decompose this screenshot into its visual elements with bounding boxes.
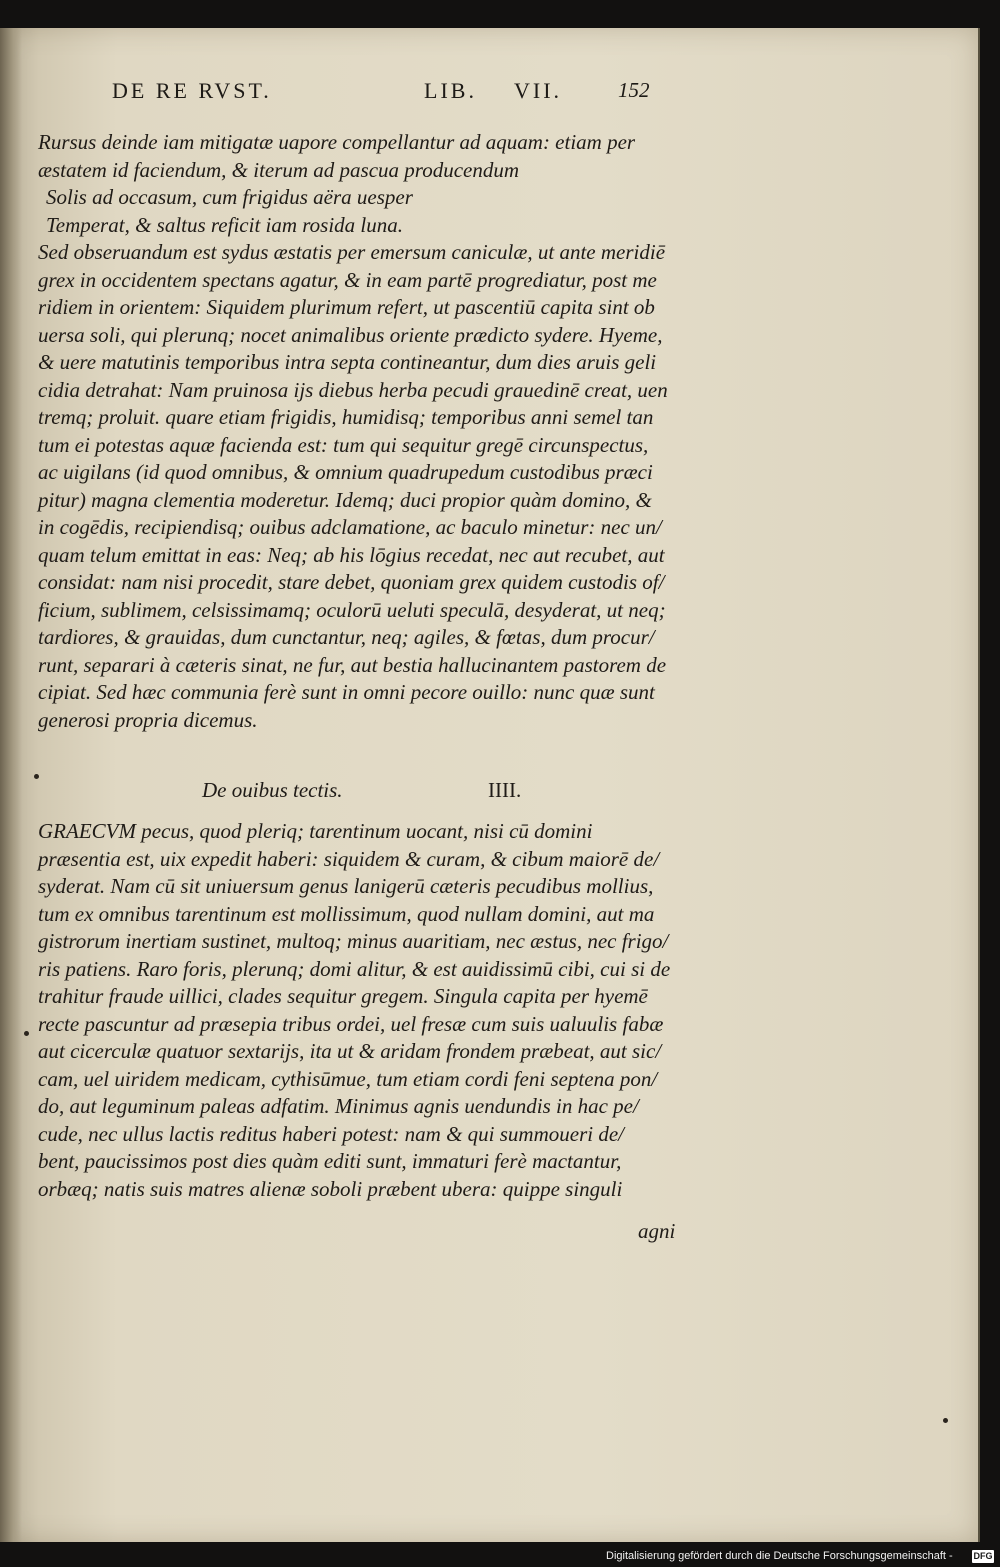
page-gutter-shadow bbox=[0, 28, 22, 1542]
text-line: do, aut leguminum paleas adfatim. Minimus agnis uendundis in hac pe/ bbox=[38, 1094, 639, 1118]
book-label: LIB. bbox=[424, 78, 477, 103]
chapter-title: De ouibus tectis. bbox=[202, 778, 343, 802]
text-line: trahitur fraude uillici, clades sequitur gregem. Singula capita per hyemē bbox=[38, 984, 648, 1008]
text-line: cidia detrahat: Nam pruinosa ijs diebus herba pecudi grauedinē creat, uen bbox=[38, 377, 668, 402]
ink-dot bbox=[24, 1031, 29, 1036]
text-line: uersa soli, qui plerunq; nocet animalibus oriente prædicto sydere. Hyeme, bbox=[38, 322, 663, 347]
text-line: considat: nam nisi procedit, stare debet, quoniam grex quidem custodis of/ bbox=[38, 570, 665, 594]
text-line: GRAECVM pecus, quod pleriq; tarentinum uocant, nisi cū domini bbox=[38, 819, 593, 843]
text-line: tremq; proluit. quare etiam frigidis, humidisq; temporibus anni semel tan bbox=[38, 405, 654, 429]
text-line: Rursus deinde iam mitigatæ uapore compellantur ad aquam: etiam per bbox=[38, 130, 636, 154]
chapter-heading bbox=[40, 774, 700, 808]
book-number: VII. bbox=[514, 78, 563, 103]
text-line: ac uigilans (id quod omnibus, & omnium quadrupedum custodibus præci bbox=[38, 460, 653, 484]
text-line: grex in occidentem spectans agatur, & in eam partē progrediatur, post me bbox=[38, 267, 657, 292]
text-line: runt, separari à cæteris sinat, ne fur, aut bestia hallucinantem pastorem de bbox=[38, 652, 667, 677]
digitization-footer bbox=[606, 1549, 998, 1565]
chapter-text-block bbox=[38, 818, 708, 1203]
text-line: quam telum emittat in eas: Neq; ab his lōgius recedat, nec aut recubet, aut bbox=[38, 542, 665, 567]
text-line: generosi propria dicemus. bbox=[38, 707, 258, 732]
text-line: & uere matutinis temporibus intra septa contineantur, dum dies aruis geli bbox=[38, 350, 657, 374]
text-line: bent, paucissimos post dies quàm editi sunt, immaturi ferè mactantur, bbox=[38, 1149, 622, 1173]
verse-line: Solis ad occasum, cum frigidus aëra uesper bbox=[46, 185, 413, 209]
text-line: syderat. Nam cū sit uniuersum genus lanigerū cæteris pecudibus mollius, bbox=[38, 874, 654, 898]
text-line: tum ei potestas aquæ facienda est: tum qui sequitur gregē circunspectus, bbox=[38, 432, 649, 457]
text-line: ris patiens. Raro foris, plerunq; domi alitur, & est auidissimū cibi, cui si de bbox=[38, 956, 671, 981]
running-header bbox=[112, 74, 672, 106]
ink-dot bbox=[34, 774, 39, 779]
text-line: cipiat. Sed hæc communia ferè sunt in omni pecore ouillo: nunc quæ sunt bbox=[38, 680, 655, 704]
text-line: orbæq; natis suis matres alienæ soboli præbent ubera: quippe singuli bbox=[38, 1176, 623, 1201]
ink-dot bbox=[943, 1418, 948, 1423]
text-line: ficium, sublimem, celsissimamq; oculorū ueluti speculā, desyderat, ut neq; bbox=[38, 597, 666, 622]
text-line: tum ex omnibus tarentinum est mollissimum, quod nullam domini, aut ma bbox=[38, 901, 655, 926]
text-line: in cogēdis, recipiendisq; ouibus adclamatione, ac baculo minetur: nec un/ bbox=[38, 515, 662, 539]
dfg-logo-icon: DFG bbox=[973, 1551, 993, 1561]
catchword: agni bbox=[638, 1219, 676, 1243]
text-line: præsentia est, uix expedit haberi: siquidem & curam, & cibum maiorē de/ bbox=[38, 846, 660, 871]
verse-line: Temperat, & saltus reficit iam rosida luna. bbox=[46, 212, 404, 237]
text-line: æstatem id faciendum, & iterum ad pascua producendum bbox=[38, 157, 520, 182]
footer-text: Digitalisierung gefördert durch die Deutsche Forschungsgemeinschaft - bbox=[606, 1550, 953, 1562]
text-line: recte pascuntur ad præsepia tribus ordei, uel fresæ cum suis ualuulis fabæ bbox=[38, 1011, 664, 1036]
text-line: tardiores, & grauidas, dum cunctantur, neq; agiles, & fœtas, dum procur/ bbox=[38, 625, 655, 649]
running-title: DE RE RVST. bbox=[112, 78, 272, 103]
text-line: pitur) magna clementia moderetur. Idemq; duci propior quàm domino, & bbox=[38, 487, 652, 512]
folio-number: 152 bbox=[618, 78, 650, 102]
text-line: Sed obseruandum est sydus æstatis per emersum caniculæ, ut ante meridiē bbox=[38, 240, 666, 264]
chapter-number: IIII. bbox=[488, 778, 522, 802]
text-line: cam, uel uiridem medicam, cythisūmue, tum etiam cordi feni septena pon/ bbox=[38, 1066, 658, 1091]
text-line: cude, nec ullus lactis reditus haberi potest: nam & qui summoueri de/ bbox=[38, 1121, 624, 1146]
text-line: aut cicerculæ quatuor sextarijs, ita ut & aridam frondem præbeat, aut sic/ bbox=[38, 1039, 662, 1063]
text-line: gistrorum inertiam sustinet, multoq; minus auaritiam, nec æstus, nec frigo/ bbox=[38, 929, 669, 953]
text-line: ridiem in orientem: Siquidem plurimum refert, ut pascentiū capita sint ob bbox=[38, 295, 655, 319]
main-text-block bbox=[38, 129, 708, 734]
